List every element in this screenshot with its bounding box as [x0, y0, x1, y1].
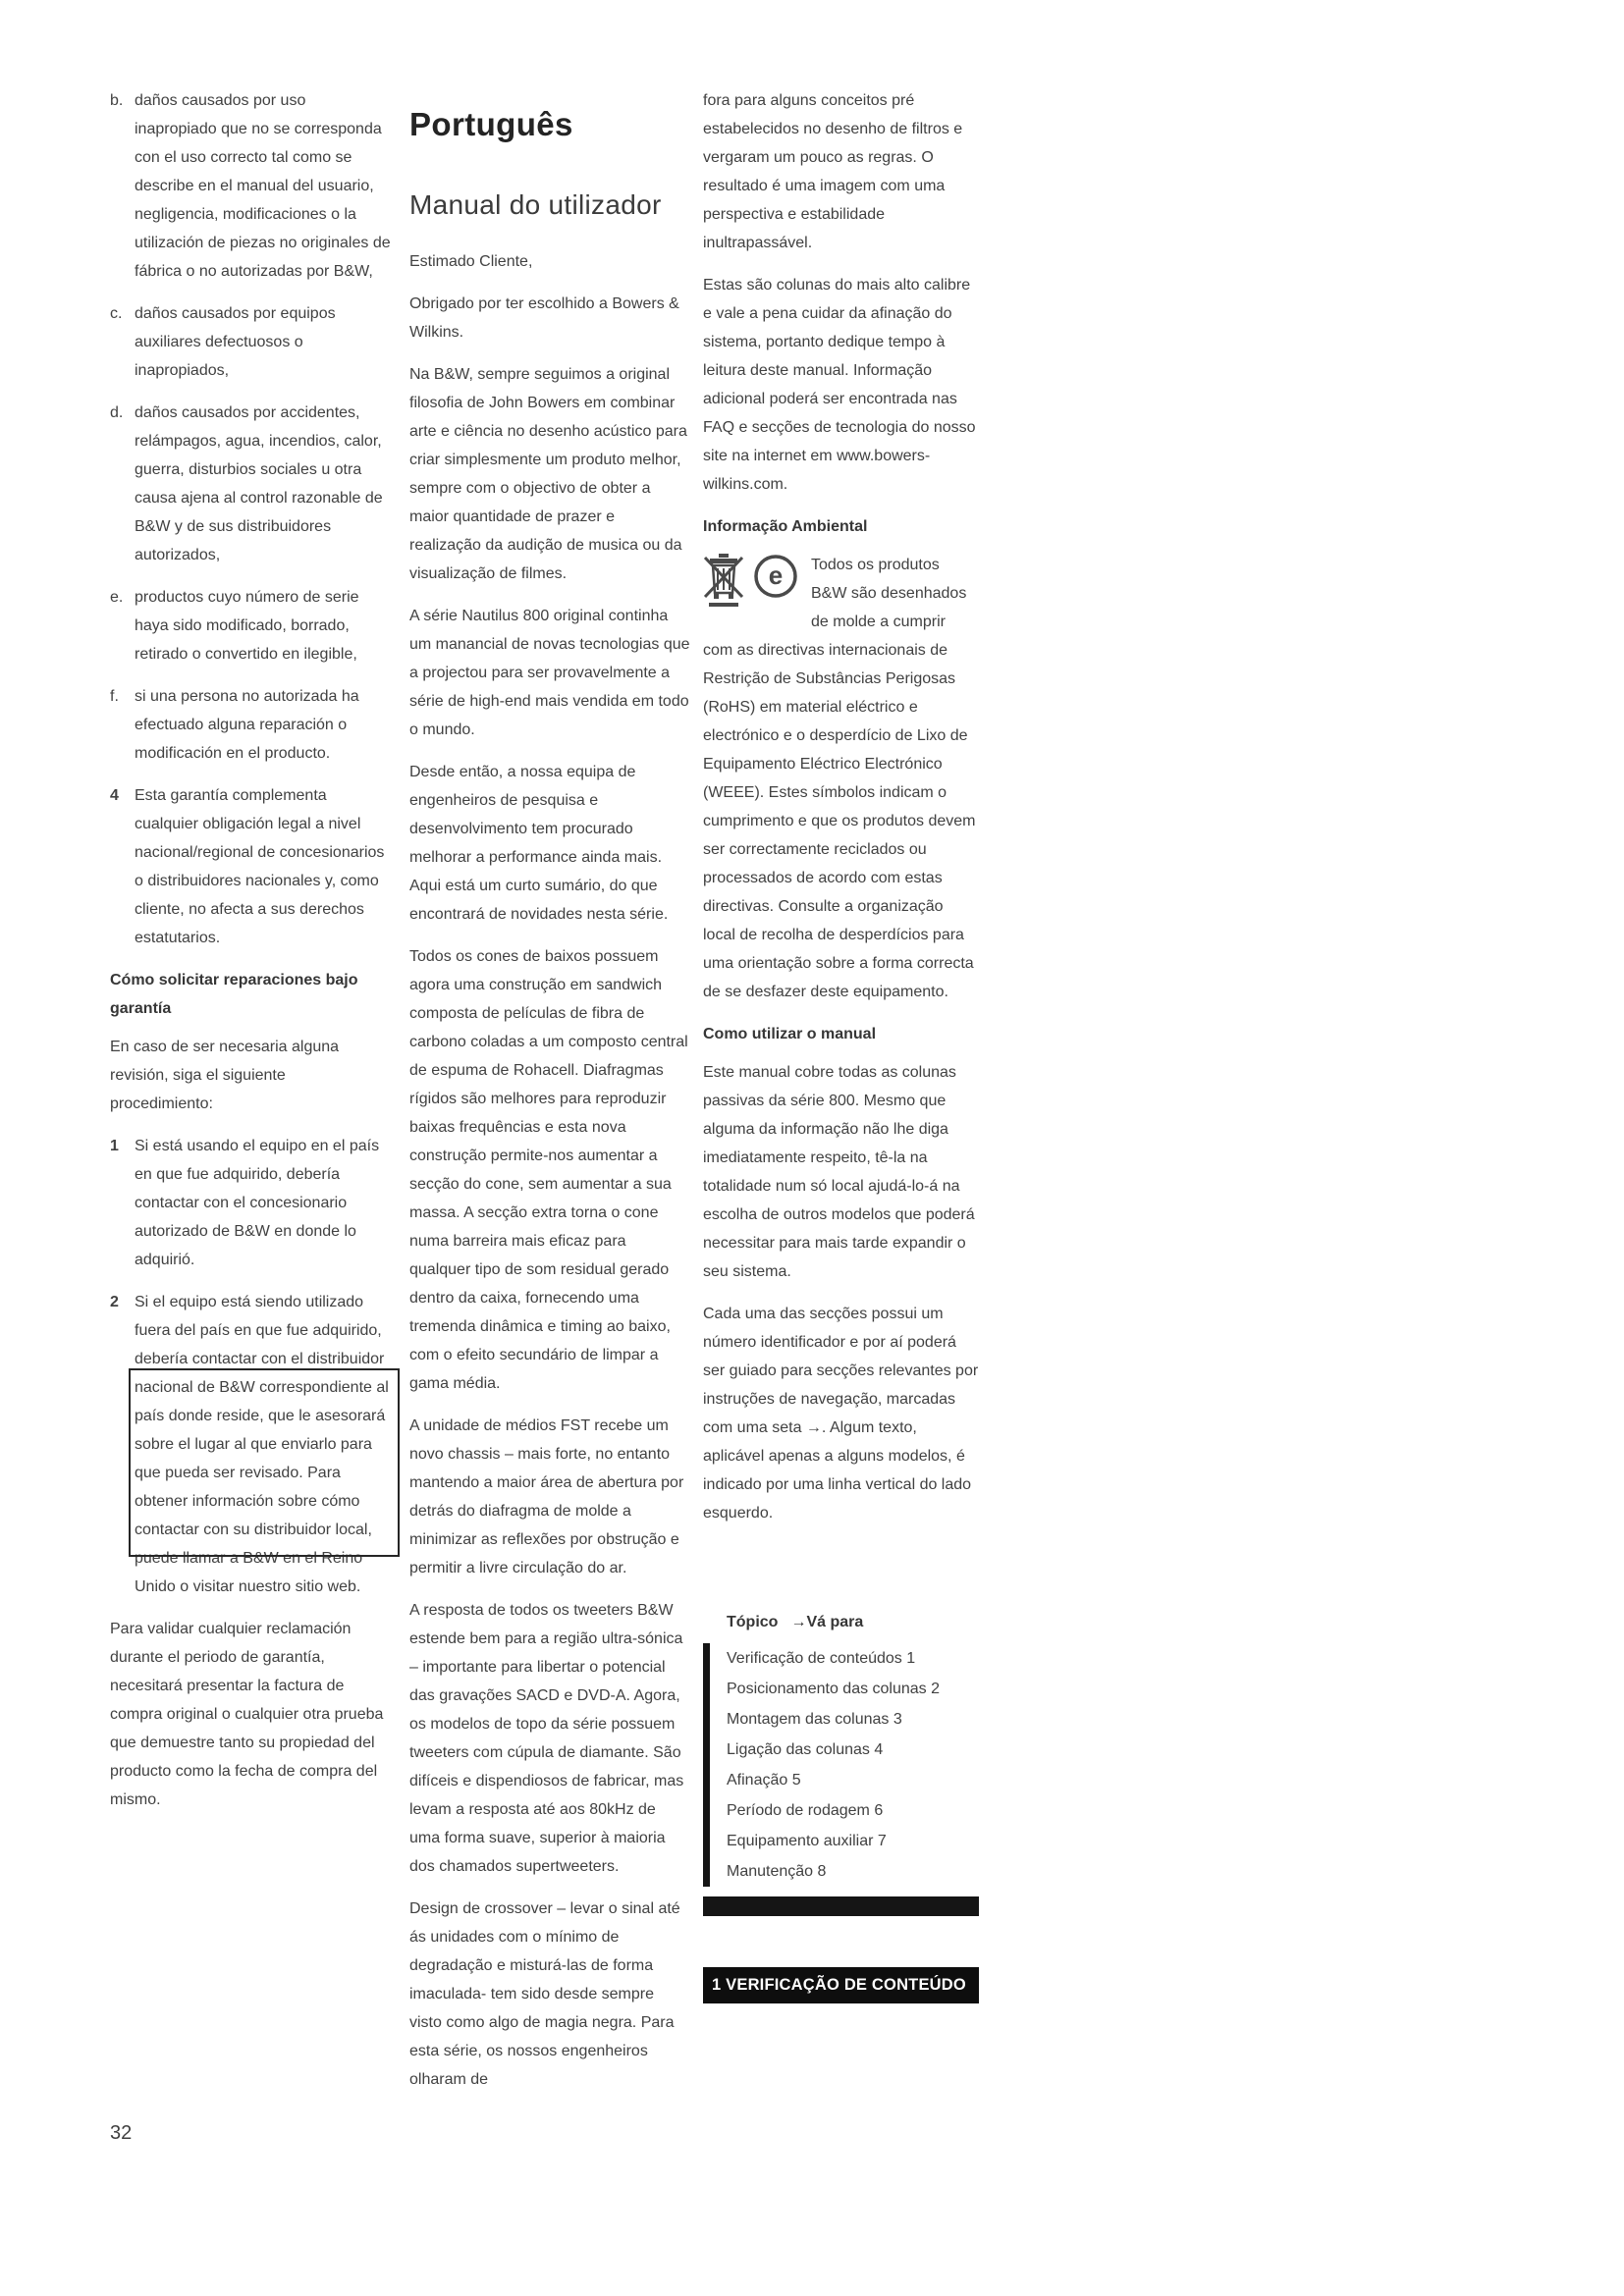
item-text: Esta garantía complementa cualquier obligación legal a nivel nacional/regional de concesionarios o distribuidores nacionales y, como cliente, no afecta a sus derechos estatutarios. [135, 787, 385, 946]
item-label: c. [110, 305, 123, 322]
item-label: b. [110, 92, 124, 109]
section-header: 1 VERIFICAÇÃO DE CONTEÚDO [703, 1967, 979, 2003]
topic-heading-label: Tópico [727, 1614, 779, 1630]
paragraph: Este manual cobre todas as colunas passivas da série 800. Mesmo que alguma da informação não lhe diga imediatamente respeito, tê-la na totalidade num só local ajudá-lo-á na escolha de outros modelos que poderá necessitar para mais tarde expandir o seu sistema. [703, 1064, 975, 1280]
environment-icons [703, 554, 805, 614]
paragraph: Desde então, a nossa equipa de engenheiros de pesquisa e desenvolvimento tem procurado melhorar a performance ainda mais. Aqui está um curto sumário, do que encontrará de novidades nesta série. [409, 764, 669, 923]
topic-table-heading [727, 1614, 979, 1631]
warranty-exclusion-item-d [110, 399, 391, 569]
column-left [110, 86, 391, 1828]
column-right [703, 86, 979, 2003]
paragraph: A série Nautilus 800 original continha um manancial de novas tecnologias que a projectou para ser provavelmente a série de high-end mais vendida em todo o mundo. [409, 608, 690, 738]
item-label: e. [110, 589, 124, 606]
warranty-clause-4 [110, 781, 391, 952]
item-label: f. [110, 688, 119, 705]
warranty-exclusion-item-f [110, 682, 391, 768]
environment-paragraph [703, 551, 979, 1006]
svg-text:e: e [768, 561, 784, 590]
item-label: d. [110, 404, 124, 421]
item-text: daños causados por equipos auxiliares defectuosos o inapropiados, [135, 305, 336, 379]
item-label: 4 [110, 787, 119, 804]
paragraph: Todos os cones de baixos possuem agora uma construção em sandwich composta de películas de fibra de carbono coladas a um composto central de espuma de Rohacell. Diafragmas rígidos são melhores para reproduzir baixas frequências e esta nova construção permite-nos aumentar a secção do cone, sem aumentar a sua massa. A secção extra torna o cone numa barreira mais eficaz para qualquer tipo de som residual gerado dentro da caixa, fornecendo uma tremenda dinâmica e timing ao baixo, com o efeito secundário de limpar a gama média. [409, 948, 688, 1392]
warranty-step-2 [110, 1288, 391, 1601]
topic-item: Montagem das colunas 3 [727, 1711, 902, 1728]
warranty-claims-intro: En caso de ser necesaria alguna revisión, siga el siguiente procedimiento: [110, 1039, 340, 1112]
step-text: Si está usando el equipo en el país en que fue adquirido, debería contactar con el concesionario autorizado de B&W en donde lo adquirió. [135, 1138, 380, 1268]
recycle-e-icon [753, 554, 798, 599]
step-label: 2 [110, 1294, 119, 1310]
column-middle [409, 86, 690, 2108]
warranty-step-1 [110, 1132, 391, 1274]
topic-item: Afinação 5 [727, 1772, 801, 1789]
step-text: Si el equipo está siendo utilizado fuera del país en que fue adquirido, debería contactar con el distribuidor nacional de B&W correspondiente al país donde reside, que le asesorará sobre el lugar al que enviarlo para que pueda ser revisado. Para obtener información sobre cómo contactar con su distribuidor local, puede llamar a B&W en el Reino Unido o visitar nuestro sitio web. [135, 1294, 389, 1595]
topic-item: Ligação das colunas 4 [727, 1741, 884, 1758]
item-text: daños causados por uso inapropiado que no se corresponda con el uso correcto tal como se describe en el manual del usuario, negligencia, modificaciones o la utilización de piezas no originales de fábrica o no autorizadas por B&W, [135, 92, 391, 280]
paragraph: Design de crossover – levar o sinal até ás unidades com o mínimo de degradação e misturá-las de forma imaculada- tem sido desde sempre visto como algo de magia negra. Para esta série, os nossos engenheiros olharam de [409, 1900, 680, 2088]
topic-item: Equipamento auxiliar 7 [727, 1833, 887, 1849]
paragraph: fora para alguns conceitos pré estabelecidos no desenho de filtros e vergaram um pouco as regras. O resultado é uma imagem com uma perspectiva e estabilidade inultrapassável. [703, 92, 963, 251]
topic-item: Manutenção 8 [727, 1863, 827, 1880]
environment-heading: Informação Ambiental [703, 518, 868, 535]
item-text: productos cuyo número de serie haya sido modificado, borrado, retirado o convertido en ilegible, [135, 589, 359, 663]
divider-bar [703, 1896, 979, 1916]
warranty-exclusion-item-b [110, 86, 391, 286]
warranty-claims-heading: Cómo solicitar reparaciones bajo garantía [110, 972, 358, 1017]
language-title: Português [409, 106, 573, 142]
topic-item: Período de rodagem 6 [727, 1802, 884, 1819]
paragraph: Na B&W, sempre seguimos a original filosofia de John Bowers em combinar arte e ciência no desenho acústico para criar simplesmente um produto melhor, sempre com o objectivo de obter a maior quantidade de prazer e realização da audição de musica ou da visualização de filmes. [409, 366, 687, 582]
weee-crossed-bin-icon [703, 554, 744, 609]
item-text: daños causados por accidentes, relámpagos, agua, incendios, calor, guerra, disturbios sociales u otra causa ajena al control razonable de B&W y de sus distribuidores autorizados, [135, 404, 383, 563]
usage-heading: Como utilizar o manual [703, 1026, 877, 1042]
step-label: 1 [110, 1138, 119, 1154]
paragraph: A unidade de médios FST recebe um novo chassis – mais forte, no entanto mantendo a maior área de abertura por detrás do diafragma de molde a minimizar as reflexões por obstrução e permitir a livre circulação do ar. [409, 1417, 684, 1576]
goto-heading-label: →Vá para [790, 1614, 864, 1630]
environment-text: Todos os produtos B&W são desenhados de molde a cumprir com as directivas internacionais de Restrição de Substâncias Perigosas (RoHS) em material eléctrico e electrónico e o desperdício de Lixo de Equipamento Eléctrico Electrónico (WEEE). Estes símbolos indicam o cumprimento e que os produtos devem ser correctamente reciclados ou processados de acordo com estas directivas. Consulte a organização local de recolha de desperdícios para uma orientação sobre a forma correcta de se desfazer deste equipamento. [703, 557, 976, 1000]
topic-item: Posicionamento das colunas 2 [727, 1681, 941, 1697]
topic-item: Verificação de conteúdos 1 [727, 1650, 916, 1667]
warranty-closing: Para validar cualquier reclamación durante el periodo de garantía, necesitará presentar la factura de compra original o cualquier otra prueba que demuestre tanto su propiedad del producto como la fecha de compra del mismo. [110, 1621, 384, 1808]
topic-navigation-block [703, 1614, 979, 1916]
topic-list [703, 1643, 979, 1887]
paragraph: A resposta de todos os tweeters B&W estende bem para a região ultra-sónica – importante para libertar o potencial das gravações SACD e DVD-A. Agora, os modelos de topo da série possuem tweeters com cúpula de diamante. São difíceis e dispendiosos de fabricar, mas levam a resposta até aos 80kHz de uma forma suave, superior à maioria dos chamados supertweeters. [409, 1602, 684, 1875]
salutation: Estimado Cliente, [409, 253, 533, 270]
warranty-exclusion-item-e [110, 583, 391, 668]
page-number: 32 [110, 2122, 133, 2144]
item-text: si una persona no autorizada ha efectuado alguna reparación o modificación en el producto. [135, 688, 359, 762]
warranty-exclusion-item-c [110, 299, 391, 385]
paragraph: Estas são colunas do mais alto calibre e vale a pena cuidar da afinação do sistema, portanto dedique tempo à leitura deste manual. Informação adicional poderá ser encontrada nas FAQ e secções de tecnologia do nosso site na internet em www.bowers-wilkins.com. [703, 277, 976, 493]
paragraph: Cada uma das secções possui um número identificador e por aí poderá ser guiado para secções relevantes por instruções de navegação, marcadas com uma seta →. Algum texto, aplicável apenas a alguns modelos, é indicado por uma linha vertical do lado esquerdo. [703, 1306, 979, 1522]
page-subtitle: Manual do utilizador [409, 189, 662, 220]
paragraph: Obrigado por ter escolhido a Bowers & Wilkins. [409, 295, 679, 341]
